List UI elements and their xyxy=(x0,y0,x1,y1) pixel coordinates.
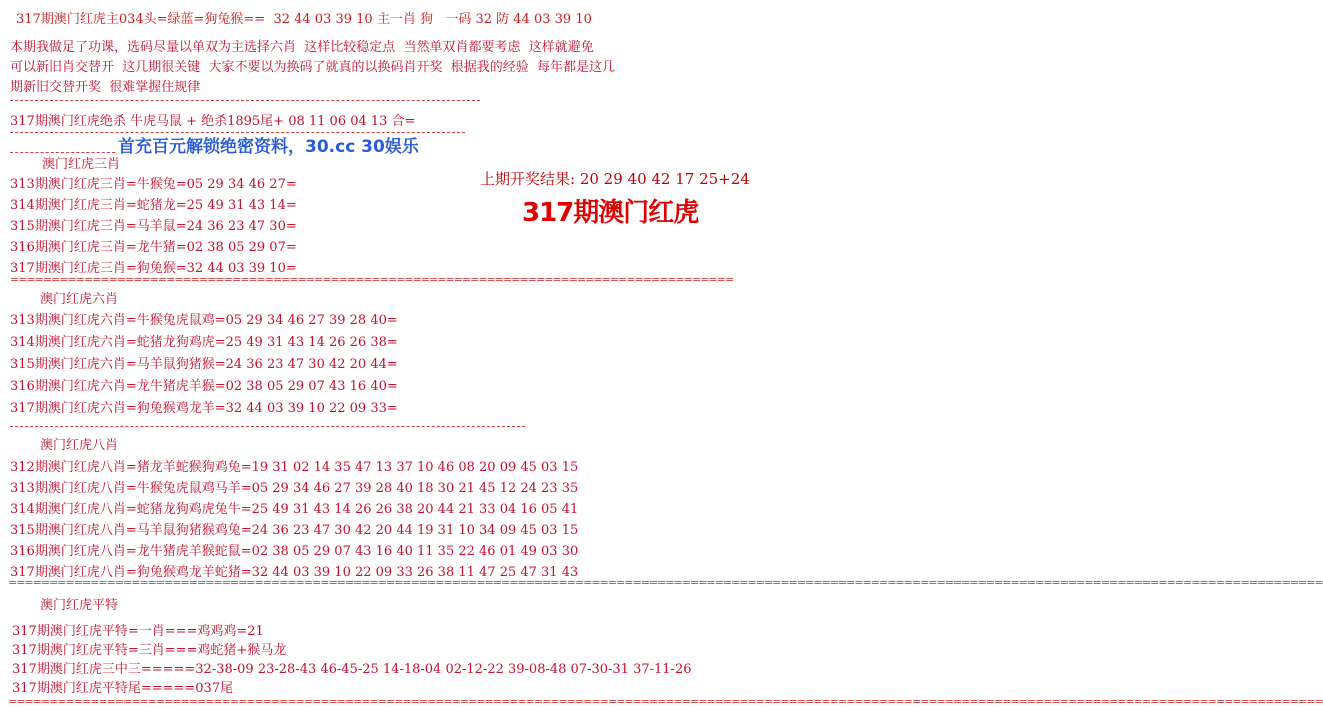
six-row: 316期澳门红虎六肖=龙牛猪虎羊猴=02 38 05 29 07 43 16 40= xyxy=(10,379,398,394)
section-title-six: 澳门红虎六肖 xyxy=(40,292,119,307)
eight-row: 314期澳门红虎八肖=蛇猪龙狗鸡虎兔牛=25 49 31 43 14 26 26 38 20 44 21 33 04 16 05 41 xyxy=(10,502,579,517)
three-row: 316期澳门红虎三肖=龙牛猪=02 38 05 29 07= xyxy=(10,240,297,255)
separator: ======================================================================================== xyxy=(10,273,734,286)
jue-sha-line: 317期澳门红虎绝杀 牛虎马鼠 + 绝杀1895尾+ 08 11 06 04 13 合= xyxy=(10,114,416,129)
pingte-row: 317期澳门红虎平特=三肖===鸡蛇猪+猴马龙 xyxy=(12,643,287,658)
section-title-three: 澳门红虎三肖 xyxy=(42,157,121,172)
eight-row: 312期澳门红虎八肖=猪龙羊蛇猴狗鸡兔=19 31 02 14 35 47 13 37 10 46 08 20 09 45 03 15 xyxy=(10,460,579,475)
eight-row: 316期澳门红虎八肖=龙牛猪虎羊猴蛇鼠=02 38 05 29 07 43 16 40 11 35 22 46 01 49 03 30 xyxy=(10,544,579,559)
eight-row: 317期澳门红虎八肖=狗兔猴鸡龙羊蛇猪=32 44 03 39 10 22 09 33 26 38 11 47 25 47 31 43 xyxy=(10,565,579,580)
intro-line-1: 本期我做足了功课，选码尽量以单双为主选择六肖 这样比较稳定点 当然单双肖都要考虑 这样就避免 xyxy=(10,40,594,55)
eight-row: 315期澳门红虎八肖=马羊鼠狗猪猴鸡兔=24 36 23 47 30 42 20 44 19 31 10 34 09 45 03 15 xyxy=(10,523,579,538)
pingte-row: 317期澳门红虎三中三=====32-38-09 23-28-43 46-45-25 14-18-04 02-12-22 39-08-48 07-30-31 37-11-26 xyxy=(12,662,692,677)
separator xyxy=(10,152,115,153)
separator xyxy=(10,426,525,427)
eight-row: 313期澳门红虎八肖=牛猴兔虎鼠鸡马羊=05 29 34 46 27 39 28 40 18 30 21 45 12 24 23 35 xyxy=(10,481,579,496)
last-result: 上期开奖结果: 20 29 40 42 17 25+24 xyxy=(480,170,750,188)
big-title: 317期澳门红虎 xyxy=(522,198,699,228)
section-title-pingte: 澳门红虎平特 xyxy=(40,598,119,613)
separator xyxy=(10,132,465,133)
three-row: 314期澳门红虎三肖=蛇猪龙=25 49 31 43 14= xyxy=(10,198,297,213)
six-row: 313期澳门红虎六肖=牛猴兔虎鼠鸡=05 29 34 46 27 39 28 40= xyxy=(10,313,398,328)
intro-line-2: 可以新旧肖交替开 这几期很关键 大家不要以为换码了就真的以换码肖开奖 根据我的经验 每年都是这几 xyxy=(10,60,616,75)
three-row: 317期澳门红虎三肖=狗兔猴=32 44 03 39 10= xyxy=(10,261,297,276)
six-row: 317期澳门红虎六肖=狗兔猴鸡龙羊=32 44 03 39 10 22 09 33= xyxy=(10,401,398,416)
promo-banner: 首充百元解锁绝密资料，30.cc 30娱乐 xyxy=(118,137,419,157)
section-title-eight: 澳门红虎八肖 xyxy=(40,438,119,453)
separator xyxy=(10,100,480,101)
three-row: 313期澳门红虎三肖=牛猴兔=05 29 34 46 27= xyxy=(10,177,297,192)
intro-line-3: 期新旧交替开奖 很难掌握住规律 xyxy=(10,80,201,95)
pingte-row: 317期澳门红虎平特尾=====037尾 xyxy=(12,681,234,696)
pingte-row: 317期澳门红虎平特=一肖===鸡鸡鸡=21 xyxy=(12,624,264,639)
six-row: 314期澳门红虎六肖=蛇猪龙狗鸡虎=25 49 31 43 14 26 26 38= xyxy=(10,335,398,350)
separator: ================================================================================================================================================================ xyxy=(8,695,1323,708)
header-line: 317期澳门红虎主034头=绿蓝=狗兔猴== 32 44 03 39 10 主一肖 狗 一码 32 防 44 03 39 10 xyxy=(16,12,592,27)
three-row: 315期澳门红虎三肖=马羊鼠=24 36 23 47 30= xyxy=(10,219,297,234)
six-row: 315期澳门红虎六肖=马羊鼠狗猪猴=24 36 23 47 30 42 20 44= xyxy=(10,357,398,372)
separator: ================================================================================================================================================================ xyxy=(8,576,1323,589)
